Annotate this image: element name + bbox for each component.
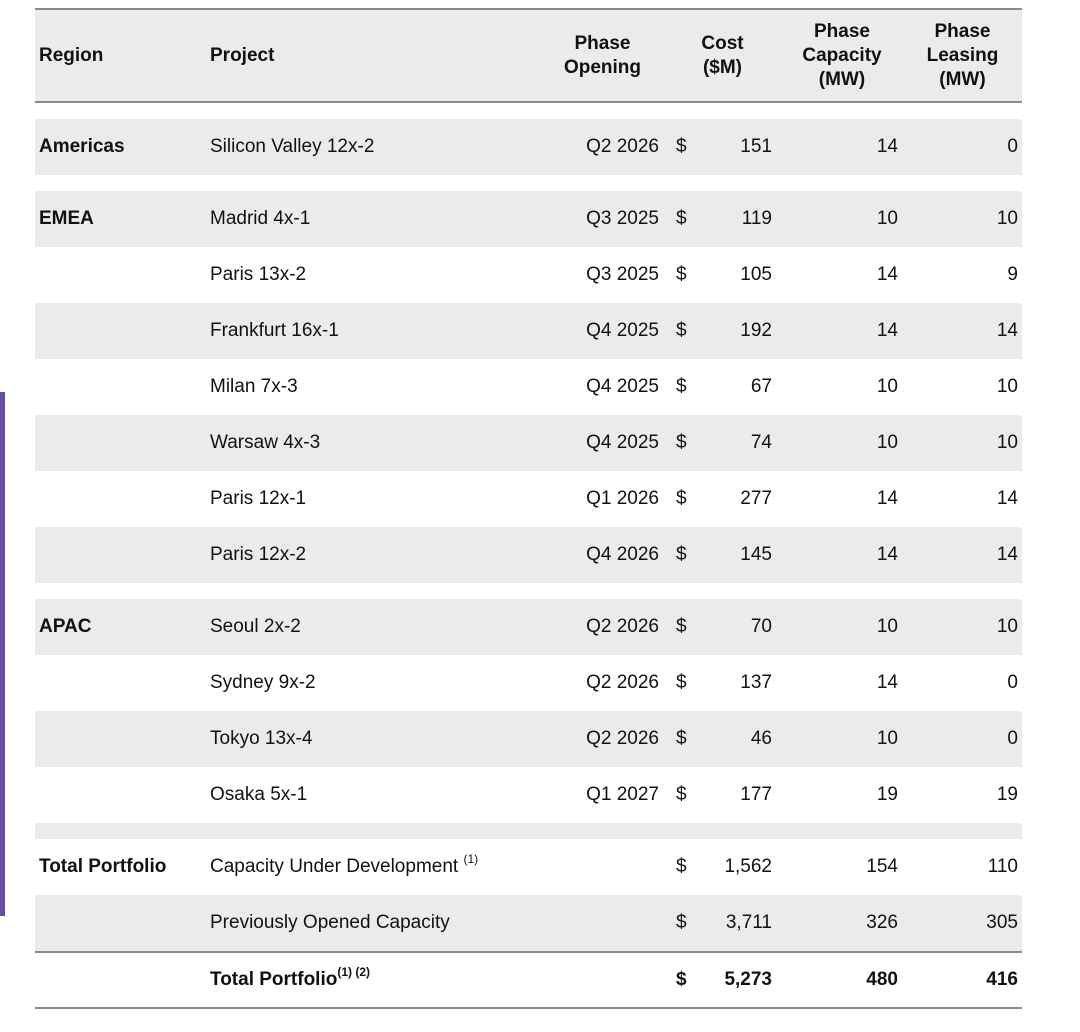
header-region: Region [39,44,104,66]
header-cap-line2: Capacity [802,44,882,66]
table-row [35,415,1022,471]
project-cell: Warsaw 4x-3 [210,432,321,453]
opening-cell: Q3 2025 [586,208,659,229]
currency-symbol: $ [676,728,687,749]
table-row [35,599,1022,655]
header-cost-line1: Cost [701,32,744,54]
header-cost [675,10,770,101]
header-project: Project [210,44,275,66]
project-cell: Frankfurt 16x-1 [210,320,339,341]
table-row [35,711,1022,767]
opening-cell: Q2 2026 [586,672,659,693]
capacity-cell: 10 [876,728,898,749]
opening-cell: Q4 2025 [586,376,659,397]
capacity-cell: 10 [876,616,898,637]
cost-cell: 177 [740,784,772,805]
capacity-cell: 10 [876,376,898,397]
currency-symbol: $ [676,856,687,877]
total-portfolio-label: Total Portfolio [210,969,338,990]
footnote-marker: (1) (2) [337,964,371,979]
table-row [35,471,1022,527]
cost-cell: 46 [750,728,772,749]
leasing-cell: 416 [986,969,1018,990]
region-cell: Americas [39,136,125,157]
cost-cell: 277 [740,488,772,509]
cost-cell: 105 [740,264,772,285]
opening-cell: Q2 2026 [586,616,659,637]
opening-cell: Q1 2027 [586,784,659,805]
cost-cell: 70 [750,616,772,637]
currency-symbol: $ [676,784,687,805]
leasing-cell: 0 [1007,672,1018,693]
cost-cell: 3,711 [725,912,772,933]
opening-cell: Q4 2026 [586,544,659,565]
opening-cell: Q2 2026 [586,728,659,749]
totals-row-total-portfolio [35,951,1022,1009]
cost-cell: 151 [740,136,772,157]
section-gap [35,175,1022,191]
header-phase-leasing [905,10,1020,101]
header-lease-line1: Phase [934,20,991,42]
footnote-marker: (1) [463,851,479,866]
capacity-cell: 14 [876,320,898,341]
capacity-cell: 14 [876,136,898,157]
table-row [35,527,1022,583]
project-cell: Paris 12x-1 [210,488,307,509]
table-row [35,247,1022,303]
currency-symbol: $ [676,208,687,229]
table-header [35,10,1022,103]
table-row [35,655,1022,711]
leasing-cell: 9 [1007,264,1018,285]
capacity-cell: 14 [876,488,898,509]
header-lease-line2: Leasing [926,44,999,66]
leasing-cell: 0 [1007,136,1018,157]
cost-cell: 192 [740,320,772,341]
region-cell: APAC [39,616,92,637]
capacity-table [35,8,1022,1009]
project-cell: Paris 13x-2 [210,264,307,285]
currency-symbol: $ [676,376,687,397]
header-cost-line2: ($M) [702,56,743,78]
leasing-cell: 14 [996,544,1018,565]
capacity-cell: 10 [876,208,898,229]
project-cell [210,953,370,1007]
currency-symbol: $ [676,264,687,285]
table-row [35,359,1022,415]
cost-cell: 5,273 [724,969,772,990]
currency-symbol: $ [676,320,687,341]
cost-cell: 137 [740,672,772,693]
table-row [35,767,1022,823]
leasing-cell: 10 [996,616,1018,637]
leasing-cell: 14 [996,488,1018,509]
leasing-cell: 14 [996,320,1018,341]
section-gap [35,583,1022,599]
leasing-cell: 305 [986,912,1018,933]
section-gap [35,823,1022,839]
region-cell: Total Portfolio [39,856,167,877]
capacity-cell: 14 [876,264,898,285]
cost-cell: 145 [740,544,772,565]
under-development-label: Capacity Under Development [210,856,459,877]
leasing-cell: 19 [996,784,1018,805]
capacity-cell: 19 [876,784,898,805]
table-row [35,303,1022,359]
leasing-cell: 10 [996,432,1018,453]
header-opening-line2: Opening [563,56,642,78]
project-cell: Osaka 5x-1 [210,784,308,805]
capacity-cell: 14 [876,672,898,693]
capacity-cell: 154 [866,856,898,877]
header-phase-opening [540,10,665,101]
cost-cell: 67 [750,376,772,397]
project-cell: Sydney 9x-2 [210,672,316,693]
currency-symbol: $ [676,969,687,990]
currency-symbol: $ [676,616,687,637]
section-gap [35,103,1022,119]
currency-symbol: $ [676,432,687,453]
project-cell: Milan 7x-3 [210,376,298,397]
opening-cell: Q2 2026 [586,136,659,157]
header-cap-line1: Phase [814,20,870,42]
capacity-cell: 480 [866,969,898,990]
project-cell: Previously Opened Capacity [210,912,450,933]
currency-symbol: $ [676,136,687,157]
opening-cell: Q1 2026 [586,488,659,509]
project-cell: Madrid 4x-1 [210,208,311,229]
region-cell: EMEA [39,208,94,229]
currency-symbol: $ [676,488,687,509]
project-cell: Paris 12x-2 [210,544,307,565]
project-cell: Tokyo 13x-4 [210,728,313,749]
leasing-cell: 0 [1007,728,1018,749]
cost-cell: 74 [750,432,772,453]
table-row [35,191,1022,247]
leasing-cell: 10 [996,208,1018,229]
project-cell: Silicon Valley 12x-2 [210,136,375,157]
capacity-cell: 14 [876,544,898,565]
cost-cell: 119 [741,208,772,229]
totals-row-under-development [35,839,1022,895]
cost-cell: 1,562 [724,856,772,877]
currency-symbol: $ [676,672,687,693]
header-phase-capacity [787,10,897,101]
opening-cell: Q4 2025 [586,432,659,453]
opening-cell: Q3 2025 [586,264,659,285]
header-cap-line3: (MW) [818,68,866,90]
capacity-cell: 10 [876,432,898,453]
leasing-cell: 110 [987,856,1018,877]
totals-row-previously-opened [35,895,1022,951]
project-cell: Seoul 2x-2 [210,616,301,637]
currency-symbol: $ [676,912,687,933]
accent-side-bar [0,392,5,916]
leasing-cell: 10 [996,376,1018,397]
opening-cell: Q4 2025 [586,320,659,341]
header-lease-line3: (MW) [939,68,986,90]
capacity-cell: 326 [866,912,898,933]
project-cell [210,839,478,895]
header-opening-line1: Phase [574,32,631,54]
currency-symbol: $ [676,544,687,565]
table-row [35,119,1022,175]
